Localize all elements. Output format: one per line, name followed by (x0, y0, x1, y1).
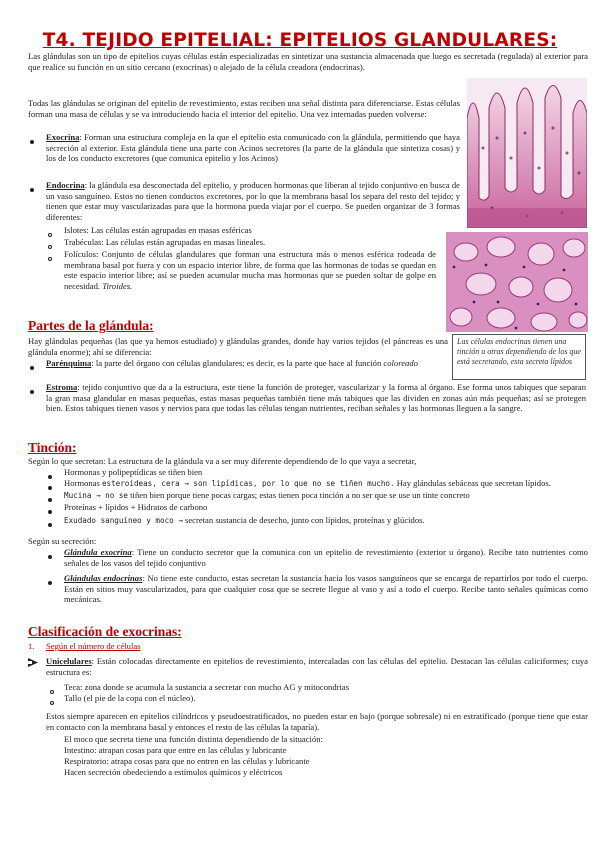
estroma-item (46, 382, 586, 414)
tincion-item-4: Proteínas + lípidos + Hidratos de carbono (64, 502, 208, 512)
endocrina-text: : la glándula esa desconectada del epitelio, y producen hormonas que liberan al tejido conjuntivo en busca de un vaso sanguíneo. Estos no tienen conductos excretores, por lo que la membrana basal los separa del resto del tejido; y tienen que estar muy vascularizadas para que la hormona pueda viajar por el cuerpo. Se pueden organizar de 3 formas diferentes: (46, 180, 460, 222)
tincion-intro: Según lo que secretan: La estructura de la glándula va a ser muy diferente dependiendo de lo que vaya a secretar, (28, 456, 417, 466)
sub-bullet (48, 241, 52, 252)
tincion-item-5 (64, 515, 584, 527)
moco-line-1: El moco que secreta tiene una función distinta dependiendo de la situación: (64, 734, 323, 744)
page-title: T4. TEJIDO EPITELIAL: EPITELIOS GLANDULARES: (42, 30, 558, 51)
glandula-endocrina-item (64, 573, 588, 605)
parenquima-term: Parénquima (46, 358, 92, 368)
arrow-bullet-icon (28, 658, 38, 670)
histology-image-villi (467, 78, 587, 228)
histology-image-follicles (446, 232, 588, 332)
tincion-5-post: secretan sustancia de desecho, junto con lípidos, proteínas y glúcidos. (182, 515, 425, 525)
exocrina-term: Exocrina (46, 132, 80, 142)
sub-bullet (48, 253, 52, 264)
tiroides-text: Tiroides. (102, 280, 133, 291)
bullet (48, 471, 52, 482)
tincion-5-hand: Exudado sanguíneo y moco → (64, 516, 183, 525)
exocrina-text: : Forman una estructura compleja en la que el epitelio esta comunicado con la glándula, permitiendo que haya secreción al exterior. Esta glándula tiene una parte con Acinos secretores (la parte de la glándula que sintetiza cosas) y los de los conducto excretores (que comunica epitelio y los Acinos) (46, 132, 460, 164)
secrecion-intro: Según su secreción: (28, 536, 97, 546)
exocrina-item (46, 132, 460, 164)
glandula-exocrina-item (64, 547, 588, 568)
bullet (48, 506, 52, 517)
tincion-3-post: tiñen bien porque tiene pocas cargas; estas tienen poca tinción a no ser que se use un tinte concreto (128, 490, 470, 500)
bullet (48, 551, 52, 562)
image-caption: Las células endocrinas tienen una tinción u otras dependiendo de los que está secretando, esta secreta lípidos (452, 334, 586, 380)
tincion-2-hand: esteroideas, cera → son lipídicas, por lo que no se tiñen mucho. (101, 479, 395, 488)
bullet (48, 519, 52, 530)
intro-paragraph-2: Todas las glándulas se originan del epitelio de revestimiento, estas reciben una señal distinta para diferenciarse. Estas células forman una masa de células y se va introduciendo hacia el interior del epitelio. Una vez internadas pueden volverse: (28, 98, 460, 119)
exo-text: : Tiene un conducto secretor que la comunica con un epitelio de revestimiento (exterior u órgano). Recibe tato nutrientes como señales de los vasos del tejido conjuntivo (64, 547, 588, 568)
tincion-item-1 (64, 467, 584, 478)
parenquima-extra: coloreado (383, 358, 418, 368)
sub-bullet (50, 686, 54, 697)
tincion-2-pre: Hormonas (64, 478, 102, 488)
intro-paragraph-1: Las glándulas son un tipo de epitelios cuyas células están especializadas en sintetizar una sustancia almacenada que luego es secretada (regulada) al exterior para que realice su función en un sitio cercano (exocrinas) o alejado de la célula creadora (endocrinas). (28, 51, 588, 72)
sub-bullet (50, 697, 54, 708)
tincion-2-post: Hay glándulas sebáceas que secretan lípidos. (394, 478, 551, 488)
tincion-3-hand: Mucina → no se (64, 491, 129, 500)
moco-line-3: Respiratorio: atrapa cosas para que no entren en las células y lubricante (64, 756, 310, 766)
uni-term: Unicelulares (46, 656, 92, 666)
estroma-term: Estroma (46, 382, 78, 392)
epitelios-paragraph: Estos siempre aparecen en epitelios cilíndricos y pseudoestratificados, no pueden estar en bajo (porque sobresale) ni en estratificado (porque tiene que estar en contacto con la membrana basal y entonces el resto de las células la taparía). (46, 711, 588, 732)
endocrina-term: Endocrina (46, 180, 85, 190)
endo-text: : No tiene este conducto, estas secretan la sustancia hacia los vasos sanguíneos que se encarga de repartirlos por todo el cuerpo. Están en sitios muy vascularizados, para que cualquier cosa que se secrete llegue al vaso y así a todo el cuerpo. Recibe tanto señales químicas como mecánicas. (64, 573, 588, 605)
endocrina-sub-islotes: Islotes: Las células están agrupadas en masas esféricas (64, 225, 252, 235)
exo-term: Glándula exocrina (64, 547, 132, 557)
parenquima-text: : la parte del órgano con células glandulares; es decir, es la parte que hace al función (91, 358, 382, 368)
endocrina-sub-foliculos (64, 249, 436, 291)
uni-sub-tallo: Tallo (el pie de la copa con el núcleo). (64, 693, 196, 703)
endo-term: Glándulas endocrinas (64, 573, 143, 583)
moco-line-4: Hacen secreción obedeciendo a estímulos químicos y eléctricos (64, 767, 283, 777)
clasificacion-subheading: Según el número de células (46, 641, 141, 651)
tincion-1-post: se tiñen bien (156, 467, 203, 477)
parenquima-item (46, 358, 448, 369)
sub-bullet (48, 229, 52, 240)
bullet (30, 386, 34, 397)
uni-sub-teca: Teca: zona donde se acumula la sustancia a secretar con mucho AG y mitocondrias (64, 682, 350, 692)
estroma-text: : tejido conjuntivo que da a la estructura, este tiene la función de proteger, vascularizar y la forma al órgano. Ese forma unos tabiques que separan la gran masa glandular en masas pequeñas, estas masas pequeñas también tiene más tabiques que las dividen en zonas aún más pequeñas; así se protegen bien. Estos tabiques tienen vasos y nervios para que todas las células tengan nutrientes, reciban señales y las hormonas lleguen a la sangre. (46, 382, 586, 414)
heading-tincion: Tinción: (28, 440, 77, 455)
unicelulares-item (46, 656, 588, 677)
foliculos-text: Folículos: Conjunto de células glandulares que forman una estructura más o menos esférica rodeada de membrana basal por fuera y con un espacio interior libre, de forma que las hormonas de todas se quedan en este espacio interior libre; así se pueden acumular mucha mas hormonas que se pueden soltar de golpe en necesidad. (64, 249, 436, 291)
endocrina-sub-trabeculas: Trabéculas: Las células están agrupadas en masas lineales. (64, 237, 266, 247)
bullet (30, 362, 34, 373)
endocrina-item (46, 180, 460, 222)
uni-text: : Están colocadas directamente en epitelios de revestimiento, intercaladas con las células del epitelio. Destacan las células caliciformes; cuya estructura es: (46, 656, 588, 677)
partes-intro: Hay glándulas pequeñas (las que ya hemos estudiado) y glándulas grandes, donde hay varios tejidos (el páncreas es una glándula enorme); ahí se diferencia: (28, 336, 448, 357)
tincion-1-pre: Hormonas y polipeptídicas (64, 467, 157, 477)
moco-line-2: Intestino: atrapan cosas para que entre en las células y lubricante (64, 745, 287, 755)
tincion-item-2 (64, 478, 584, 490)
bullet-exocrina (30, 136, 34, 147)
bullet (48, 494, 52, 505)
clasificacion-num: 1. (28, 641, 35, 651)
heading-clasificacion: Clasificación de exocrinas: (28, 624, 182, 639)
tincion-item-3 (64, 490, 584, 502)
bullet (48, 577, 52, 588)
bullet-endocrina (30, 184, 34, 195)
bullet (48, 482, 52, 493)
heading-partes: Partes de la glándula: (28, 318, 154, 333)
